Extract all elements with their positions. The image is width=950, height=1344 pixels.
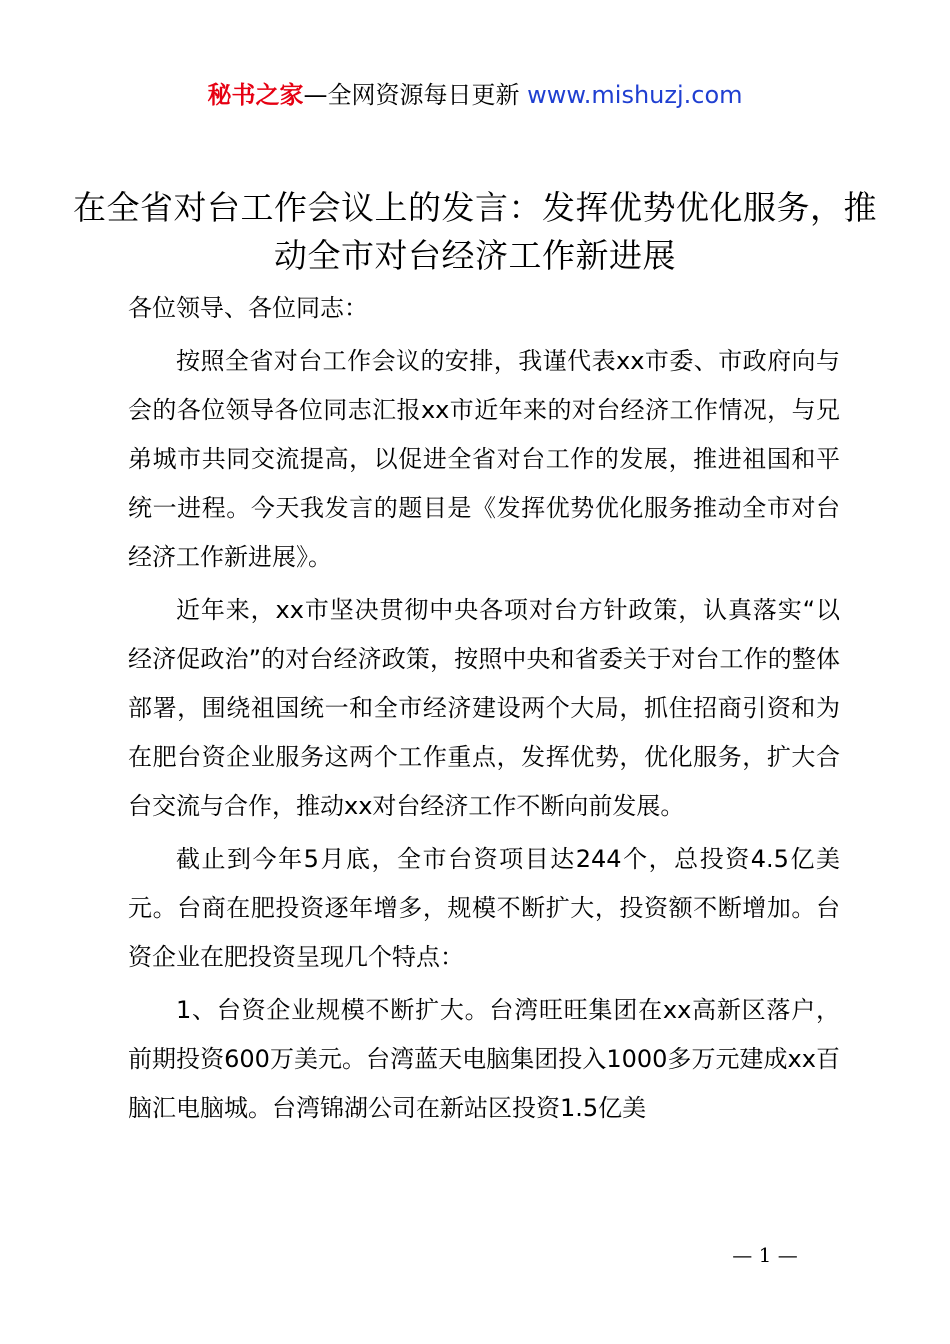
website-link[interactable]: www.mishuzj.com	[527, 81, 743, 109]
salutation: 各位领导、各位同志：	[128, 294, 368, 322]
header-tagline: —全网资源每日更新	[303, 81, 528, 109]
body-paragraph: 按照全省对台工作会议的安排，我谨代表xx市委、市政府向与会的各位领导各位同志汇报xx市近年来的对台经济工作情况，与兄弟城市共同交流提高，以促进全省对台工作的发展，推进祖国和平统一进程。今天我发言的题目是《发挥优势优化服务推动全市对台经济工作新进展》。	[128, 347, 840, 571]
page-number: — 1 —	[732, 1243, 798, 1267]
document-title: 在全省对台工作会议上的发言：发挥优势优化服务，推动全市对台经济工作新进展	[73, 188, 877, 275]
body-paragraph: 截止到今年5月底，全市台资项目达244个，总投资4.5亿美元。台商在肥投资逐年增多，规模不断扩大，投资额不断增加。台资企业在肥投资呈现几个特点：	[128, 845, 840, 971]
body-paragraph: 近年来，xx市坚决贯彻中央各项对台方针政策，认真落实“以经济促政治”的对台经济政策，按照中央和省委关于对台工作的整体部署，围绕祖国统一和全市经济建设两个大局，抓住招商引资和为在肥台资企业服务这两个工作重点，发挥优势，优化服务，扩大合台交流与合作，推动xx对台经济工作不断向前发展。	[128, 596, 840, 820]
body-paragraph: 1、台资企业规模不断扩大。台湾旺旺集团在xx高新区落户，前期投资600万美元。台湾蓝天电脑集团投入1000多万元建成xx百脑汇电脑城。台湾锦湖公司在新站区投资1.5亿美	[128, 996, 840, 1122]
brand-name: 秘书之家	[207, 81, 304, 109]
site-header	[0, 78, 950, 112]
document-body	[128, 284, 840, 1133]
